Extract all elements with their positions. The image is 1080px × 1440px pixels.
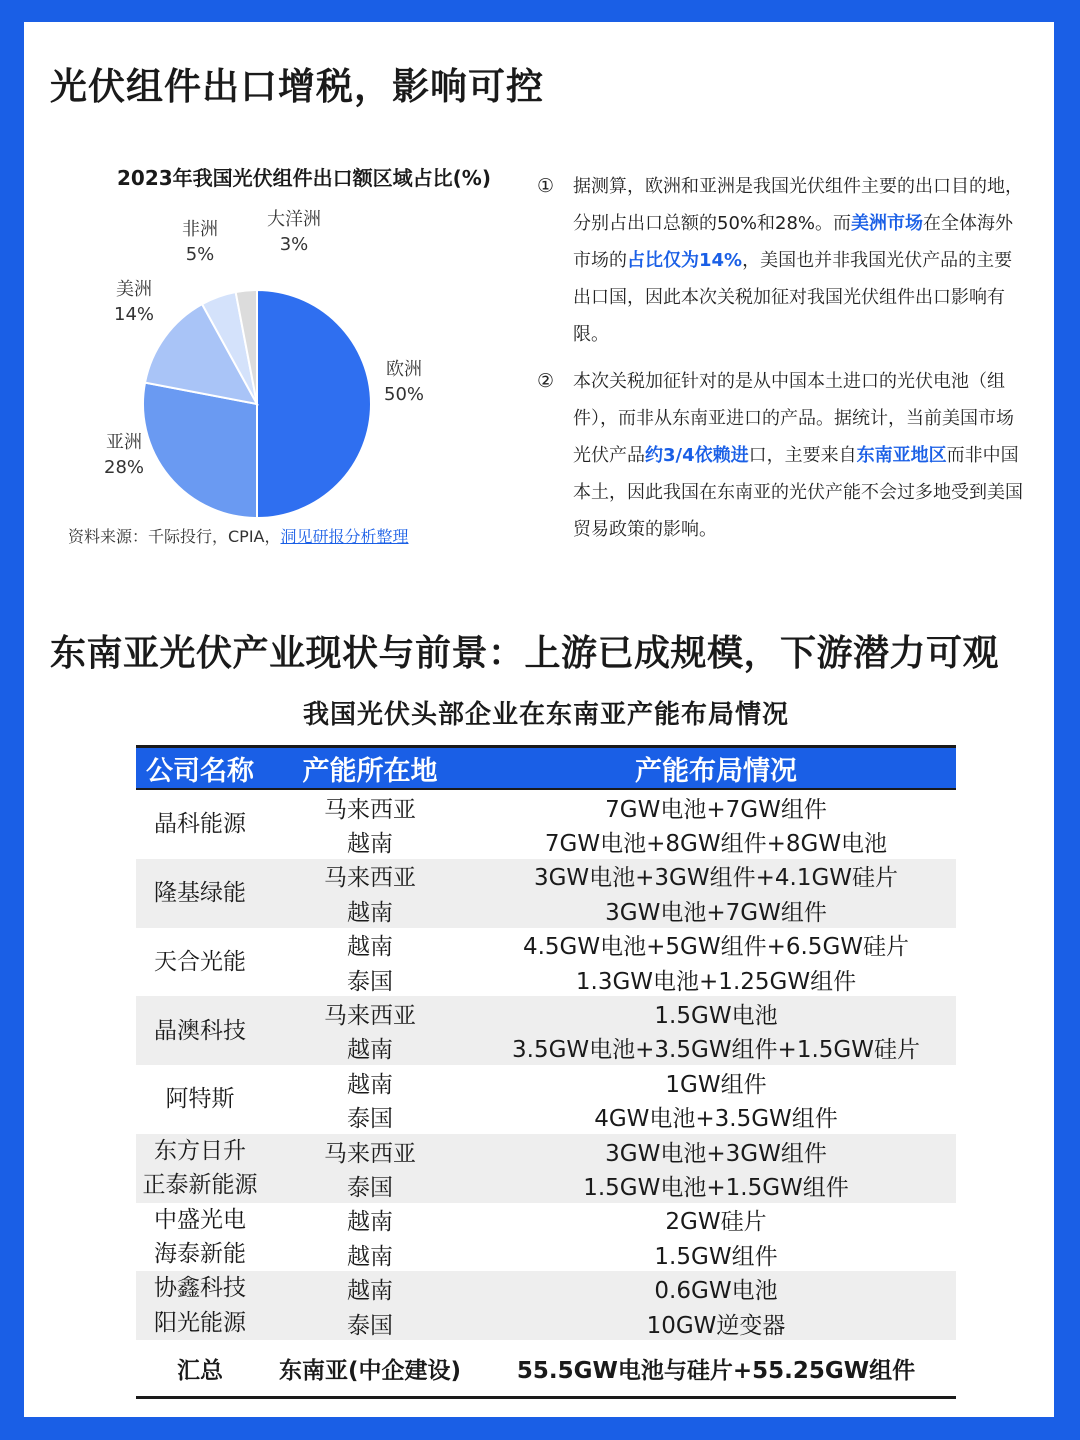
- header-company: 公司名称: [146, 755, 254, 787]
- note-text: 而非中国本土，因此我国在东南亚的光伏产能不会过多地受到美国贸易政策的影响。: [573, 445, 1023, 540]
- capacity-cell: 3GW电池+3GW组件+4.1GW硅片: [533, 865, 899, 892]
- table-row: [264, 1031, 956, 1065]
- page-title: 光伏组件出口增税，影响可控: [50, 65, 544, 108]
- table-title: 我国光伏头部企业在东南亚产能布局情况: [302, 700, 789, 730]
- slice-label-oceania: 大洋洲 3%: [267, 209, 321, 255]
- location-cell: 泰国: [347, 1312, 393, 1339]
- slice-label-americas: 美洲 14%: [114, 279, 155, 325]
- capacity-cell: 1.5GW组件: [654, 1243, 778, 1270]
- company-group: [136, 859, 956, 928]
- location-cell: 越南: [347, 934, 393, 961]
- capacity-cell: 7GW电池+7GW组件: [605, 796, 827, 823]
- company-group: [136, 928, 956, 997]
- company-cell: [136, 1271, 264, 1340]
- note-1: [537, 168, 1027, 353]
- note-number: ②: [537, 370, 555, 392]
- table-row: [264, 1065, 956, 1099]
- location-cell: 马来西亚: [324, 1003, 416, 1030]
- company-cell: [136, 928, 264, 997]
- slice-label-europe: 欧洲 50%: [384, 359, 425, 405]
- table-row: [264, 1168, 956, 1202]
- capacity-cell: 1.3GW电池+1.25GW组件: [575, 968, 857, 995]
- table-row: [264, 1271, 956, 1305]
- table-row: [264, 859, 956, 893]
- table-row: [264, 790, 956, 824]
- total-location: 东南亚(中企建设): [278, 1357, 462, 1384]
- pie-slice-1: [143, 383, 257, 518]
- table-row: [264, 893, 956, 927]
- capacity-cell: 1.5GW电池+1.5GW组件: [583, 1174, 849, 1201]
- table-row: [264, 824, 956, 858]
- company-cell: [136, 1203, 264, 1272]
- company-cell: [136, 1065, 264, 1134]
- company-name: 正泰新能源: [142, 1172, 258, 1199]
- table-row: [264, 1100, 956, 1134]
- location-cell: 马来西亚: [324, 1140, 416, 1167]
- company-group: [136, 790, 956, 859]
- company-group: [136, 1271, 956, 1340]
- company-name: 晶科能源: [154, 811, 246, 838]
- note-highlight: 约3/4依赖进: [645, 445, 749, 466]
- note-number: ①: [537, 175, 555, 197]
- company-cell: [136, 996, 264, 1065]
- capacity-cell: 3GW电池+3GW组件: [605, 1140, 827, 1167]
- total-row: [136, 1340, 956, 1396]
- company-group: [136, 1065, 956, 1134]
- company-group: [136, 1203, 956, 1272]
- capacity-cell: 2GW硅片: [665, 1209, 767, 1236]
- pie-slice-0: [257, 290, 371, 518]
- capacity-cell: 0.6GW电池: [654, 1278, 778, 1305]
- total-capacity: 55.5GW电池与硅片+55.25GW组件: [516, 1357, 916, 1384]
- table-body: [136, 790, 956, 1340]
- source-note: [68, 524, 409, 547]
- capacity-cell: 4GW电池+3.5GW组件: [594, 1106, 838, 1133]
- source-prefix: 资料来源：千际投行，CPIA，: [68, 527, 281, 546]
- company-name: 海泰新能: [154, 1241, 246, 1268]
- capacity-cell: 3GW电池+7GW组件: [605, 899, 827, 926]
- location-cell: 越南: [347, 831, 393, 858]
- company-name: 阳光能源: [154, 1309, 246, 1336]
- slice-label-africa: 非洲 5%: [182, 219, 218, 265]
- source-link[interactable]: 洞见研报分析整理: [280, 527, 409, 546]
- capacity-cell: 3.5GW电池+3.5GW组件+1.5GW硅片: [512, 1037, 920, 1064]
- note-text: ，美国也并非我国光伏产品的主要出口国，因此本次关税加征对我国光伏组件出口影响有限。: [573, 250, 1013, 345]
- company-name: 协鑫科技: [154, 1275, 246, 1302]
- company-group: [136, 1134, 956, 1203]
- location-cell: 泰国: [347, 1174, 393, 1201]
- company-name: 东方日升: [154, 1137, 246, 1164]
- table-row: [264, 1306, 956, 1340]
- company-name: 阿特斯: [165, 1086, 235, 1113]
- company-group: [136, 996, 956, 1065]
- location-cell: 马来西亚: [324, 865, 416, 892]
- table-header: [136, 748, 956, 788]
- company-name: 中盛光电: [154, 1206, 246, 1233]
- capacity-cell: 10GW逆变器: [646, 1312, 786, 1339]
- note-highlight: 美洲市场: [851, 213, 924, 234]
- note-text: 口，主要来自: [748, 445, 857, 466]
- company-cell: [136, 859, 264, 928]
- header-location: 产能所在地: [302, 755, 438, 787]
- content-panel: [24, 22, 1054, 1417]
- note-text: 据测算，欧洲和亚洲是我国光伏组件主要的出口目的地，分别占出口总额的50%和28%。而: [573, 176, 1023, 234]
- company-cell: [136, 1134, 264, 1203]
- location-cell: 越南: [347, 899, 393, 926]
- note-text: 在全体海外市场的: [573, 213, 1014, 271]
- notes-list: [537, 168, 1027, 548]
- location-cell: 越南: [347, 1209, 393, 1236]
- company-name: 隆基绿能: [154, 879, 246, 906]
- table-row: [264, 962, 956, 996]
- company-cell: [136, 790, 264, 859]
- note-2: [537, 363, 1027, 548]
- capacity-cell: 4.5GW电池+5GW组件+6.5GW硅片: [522, 934, 910, 961]
- chart-title: 2023年我国光伏组件出口额区域占比(%): [117, 166, 491, 190]
- location-cell: 越南: [347, 1071, 393, 1098]
- location-cell: 越南: [347, 1243, 393, 1270]
- location-cell: 泰国: [347, 1106, 393, 1133]
- capacity-cell: 1GW组件: [665, 1071, 767, 1098]
- slice-label-asia: 亚洲 28%: [104, 432, 145, 478]
- note-highlight: 东南亚地区: [856, 445, 947, 466]
- section-title: 东南亚光伏产业现状与前景：上游已成规模，下游潜力可观: [50, 633, 1000, 674]
- total-label: 汇总: [177, 1357, 223, 1384]
- location-cell: 马来西亚: [324, 796, 416, 823]
- capacity-cell: 7GW电池+8GW组件+8GW电池: [544, 831, 888, 858]
- table-row: [264, 928, 956, 962]
- location-cell: 泰国: [347, 968, 393, 995]
- header-capacity: 产能布局情况: [635, 755, 797, 787]
- capacity-table: [136, 745, 956, 1399]
- note-highlight: 占比仅为14%: [627, 250, 743, 271]
- table-row: [264, 1134, 956, 1168]
- location-cell: 越南: [347, 1278, 393, 1305]
- location-cell: 越南: [347, 1037, 393, 1064]
- note-text: 本次关税加征针对的是从中国本土进口的光伏电池（组件），而非从东南亚进口的产品。据统计，当前美国市场光伏产品: [573, 371, 1014, 466]
- table-row: [264, 996, 956, 1030]
- table-row: [264, 1237, 956, 1271]
- table-row: [264, 1203, 956, 1237]
- company-name: 天合光能: [154, 948, 246, 975]
- capacity-cell: 1.5GW电池: [654, 1003, 778, 1030]
- company-name: 晶澳科技: [154, 1017, 246, 1044]
